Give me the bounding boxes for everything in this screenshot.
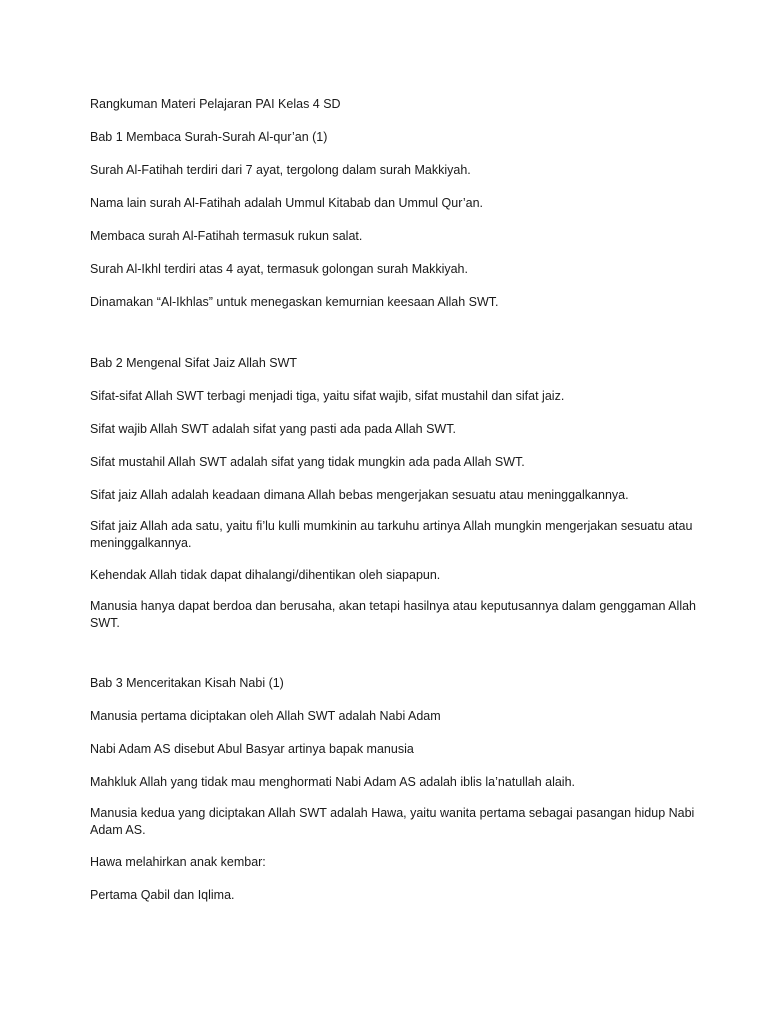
- paragraph: Sifat jaiz Allah adalah keadaan dimana Allah bebas mengerjakan sesuatu atau meninggalkannya.: [90, 488, 629, 502]
- paragraph: Mahkluk Allah yang tidak mau menghormati Nabi Adam AS adalah iblis la’natullah alaih.: [90, 775, 576, 789]
- paragraph: Membaca surah Al-Fatihah termasuk rukun salat.: [90, 229, 363, 243]
- paragraph: Kehendak Allah tidak dapat dihalangi/dihentikan oleh siapapun.: [90, 568, 441, 582]
- document-title: Rangkuman Materi Pelajaran PAI Kelas 4 SD: [90, 97, 341, 111]
- paragraph: Surah Al-Fatihah terdiri dari 7 ayat, tergolong dalam surah Makkiyah.: [90, 163, 471, 177]
- section-spacer: [90, 325, 710, 353]
- paragraph: Hawa melahirkan anak kembar:: [90, 855, 266, 869]
- paragraph: Nama lain surah Al-Fatihah adalah Ummul Kitabab dan Ummul Qur’an.: [90, 196, 484, 210]
- paragraph: Pertama Qabil dan Iqlima.: [90, 888, 235, 902]
- paragraph: Manusia kedua yang diciptakan Allah SWT adalah Hawa, yaitu wanita pertama sebagai pasangan hidup Nabi Adam AS.: [90, 806, 695, 837]
- paragraph: Nabi Adam AS disebut Abul Basyar artinya bapak manusia: [90, 742, 414, 756]
- paragraph: Sifat jaiz Allah ada satu, yaitu fi’lu kulli mumkinin au tarkuhu artinya Allah mungkin mengerjakan sesuatu atau meninggalkannya.: [90, 519, 693, 550]
- paragraph: Sifat mustahil Allah SWT adalah sifat yang tidak mungkin ada pada Allah SWT.: [90, 455, 525, 469]
- section-bab-1: [90, 127, 710, 312]
- section-bab-3: [90, 673, 710, 905]
- section-bab-2: [90, 353, 710, 632]
- section-spacer: [90, 645, 710, 673]
- paragraph: Manusia hanya dapat berdoa dan berusaha, akan tetapi hasilnya atau keputusannya dalam genggaman Allah SWT.: [90, 599, 696, 630]
- section-heading: Bab 2 Mengenal Sifat Jaiz Allah SWT: [90, 356, 298, 370]
- paragraph: Manusia pertama diciptakan oleh Allah SWT adalah Nabi Adam: [90, 709, 441, 723]
- section-heading: Bab 3 Menceritakan Kisah Nabi (1): [90, 676, 284, 690]
- paragraph: Dinamakan “Al-Ikhlas” untuk menegaskan kemurnian keesaan Allah SWT.: [90, 295, 499, 309]
- paragraph: Surah Al-Ikhl terdiri atas 4 ayat, termasuk golongan surah Makkiyah.: [90, 262, 468, 276]
- document-page: [90, 94, 710, 918]
- paragraph: Sifat wajib Allah SWT adalah sifat yang pasti ada pada Allah SWT.: [90, 422, 456, 436]
- section-heading: Bab 1 Membaca Surah-Surah Al-qur’an (1): [90, 130, 328, 144]
- paragraph: Sifat-sifat Allah SWT terbagi menjadi tiga, yaitu sifat wajib, sifat mustahil dan sifat jaiz.: [90, 389, 565, 403]
